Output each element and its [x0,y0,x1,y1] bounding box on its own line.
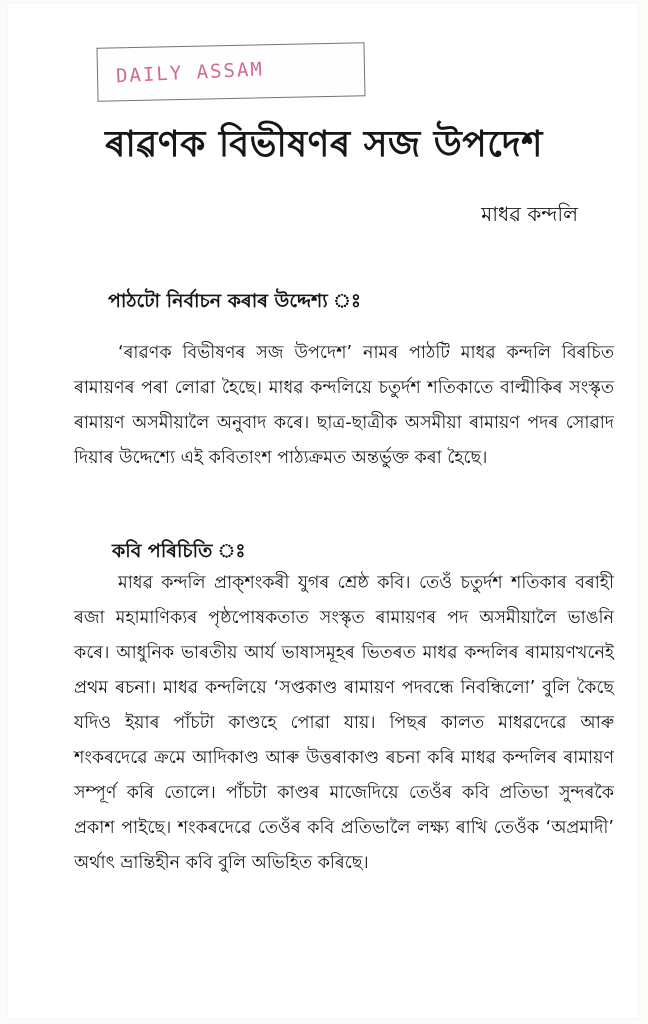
section-heading-purpose: পাঠটো নিৰ্বাচন কৰাৰ উদ্দেশ্য ঃ [108,290,361,312]
stamp-text: DAILY ASSAM [115,58,265,88]
document-title: ৰাৱণক বিভীষণৰ সজ উপদেশ [105,124,543,165]
section-heading-poet-intro: কবি পৰিচিতি ঃ [112,540,246,562]
section-body-poet-intro: মাধৱ কন্দলি প্ৰাক্‌শংকৰী যুগৰ শ্ৰেষ্ঠ কবি। তেওঁ চতুৰ্দশ শতিকাৰ বৰাহী ৰজা মহামাণিক্যৰ পৃষ্ঠপোষকতাত সংস্কৃত ৰামায়ণৰ পদ অসমীয়ালৈ ভাঙনি কৰে। আধুনিক ভাৰতীয় আৰ্য ভাষাসমূহৰ ভিতৰত মাধৱ কন্দলিৰ ৰামায়ণখনেই প্ৰথম ৰচনা। মাধৱ কন্দলিয়ে ‘সপ্তকাণ্ড ৰামায়ণ পদবন্ধে নিবন্ধিলো’ বুলি কৈছে যদিও ইয়াৰ পাঁচটা কাণ্ডহে পোৱা যায়। পিছৰ কালত মাধৱদেৱে আৰু শংকৰদেৱে ক্ৰমে আদিকাণ্ড আৰু উত্তৰাকাণ্ড ৰচনা কৰি মাধৱ কন্দলিৰ ৰামায়ণ সম্পূৰ্ণ কৰি তোলে। পাঁচটা কাণ্ডৰ মাজেদিয়ে তেওঁৰ কবি প্ৰতিভা সুন্দৰকৈ প্ৰকাশ পাইছে। শংকৰদেৱে তেওঁৰ কবি প্ৰতিভালৈ লক্ষ্য ৰাখি তেওঁক ‘অপ্ৰমাদী’ অৰ্থাৎ ভ্ৰান্তিহীন কবি বুলি অভিহিত কৰিছে। [74,573,614,873]
author-name: মাধৱ কন্দলি [481,202,578,226]
daily-assam-stamp [96,42,365,102]
section-body-purpose: ‘ৰাৱণক বিভীষণৰ সজ উপদেশ’ নামৰ পাঠটি মাধৱ কন্দলি বিৰচিত ৰামায়ণৰ পৰা লোৱা হৈছে। মাধৱ কন্দলিয়ে চতুৰ্দশ শতিকাতে বাল্মীকিৰ সংস্কৃত ৰামায়ণ অসমীয়ালৈ অনুবাদ কৰে। ছাত্ৰ-ছাত্ৰীক অসমীয়া ৰামায়ণ পদৰ সোৱাদ দিয়াৰ উদ্দেশ্যে এই কবিতাংশ পাঠ্যক্ৰমত অন্তৰ্ভুক্ত কৰা হৈছে। [74,343,614,468]
